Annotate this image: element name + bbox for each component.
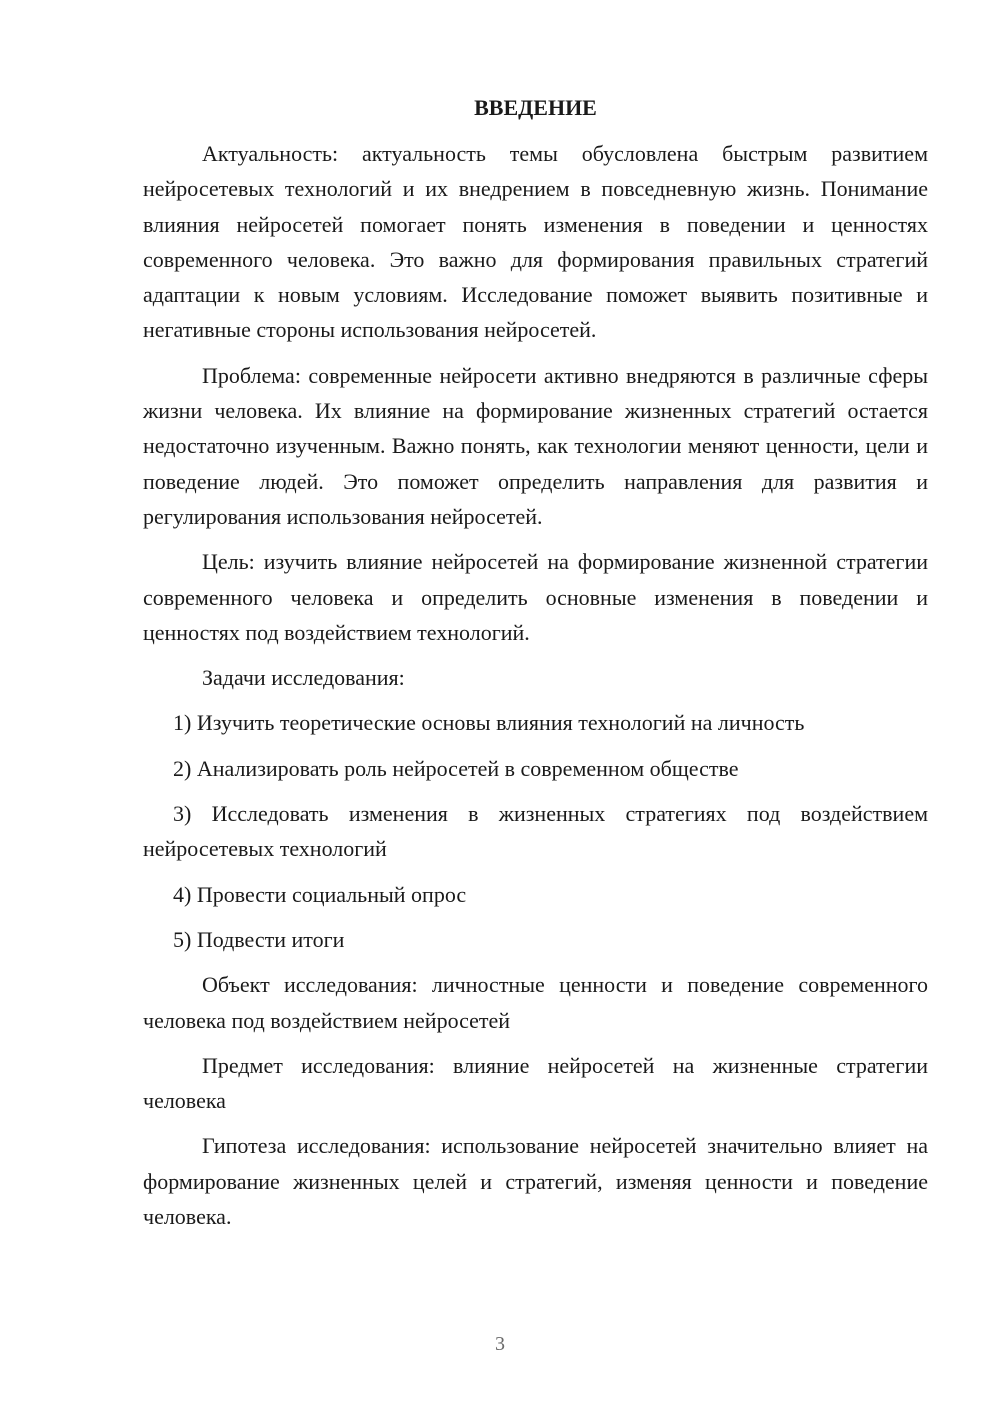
paragraph-hypothesis: Гипотеза исследования: использование нейросетей значительно влияет на формирование жизненных целей и стратегий, изменяя ценности и поведение человека. [143,1133,928,1230]
task-item-4: 4) Провести социальный опрос [173,881,467,907]
task-item-5: 5) Подвести итоги [173,926,345,952]
task-item-3: 3) Исследовать изменения в жизненных стратегиях под воздействием нейросетевых технологий [143,801,928,862]
document-page [143,92,928,1244]
task-item-2: 2) Анализировать роль нейросетей в современном обществе [173,755,739,781]
paragraph-object: Объект исследования: личностные ценности и поведение современного человека под воздействием нейросетей [143,972,928,1033]
paragraph-problem: Проблема: современные нейросети активно внедряются в различные сферы жизни человека. Их влияние на формирование жизненных стратегий остается недостаточно изученным. Важно понять, как технологии меняют ценности, цели и поведение людей. Это поможет определить направления для развития и регулирования использования нейросетей. [143,362,928,529]
tasks-list [143,705,928,957]
paragraph-tasks-intro: Задачи исследования: [202,665,405,691]
paragraph-relevance: Актуальность: актуальность темы обусловлена быстрым развитием нейросетевых технологий и их внедрением в повседневную жизнь. Понимание влияния нейросетей помогает понять изменения в поведении и ценностях современного человека. Это важно для формирования правильных стратегий адаптации к новым условиям. Исследование поможет выявить позитивные и негативные стороны использования нейросетей. [143,141,928,343]
task-item-1: 1) Изучить теоретические основы влияния технологий на личность [173,710,805,736]
paragraph-subject: Предмет исследования: влияние нейросетей на жизненные стратегии человека [143,1052,928,1114]
page-number: 3 [495,1333,505,1355]
section-heading: ВВЕДЕНИЕ [474,95,597,120]
paragraph-goal: Цель: изучить влияние нейросетей на формирование жизненной стратегии современного человека и определить основные изменения в поведении и ценностях под воздействием технологий. [143,549,928,645]
